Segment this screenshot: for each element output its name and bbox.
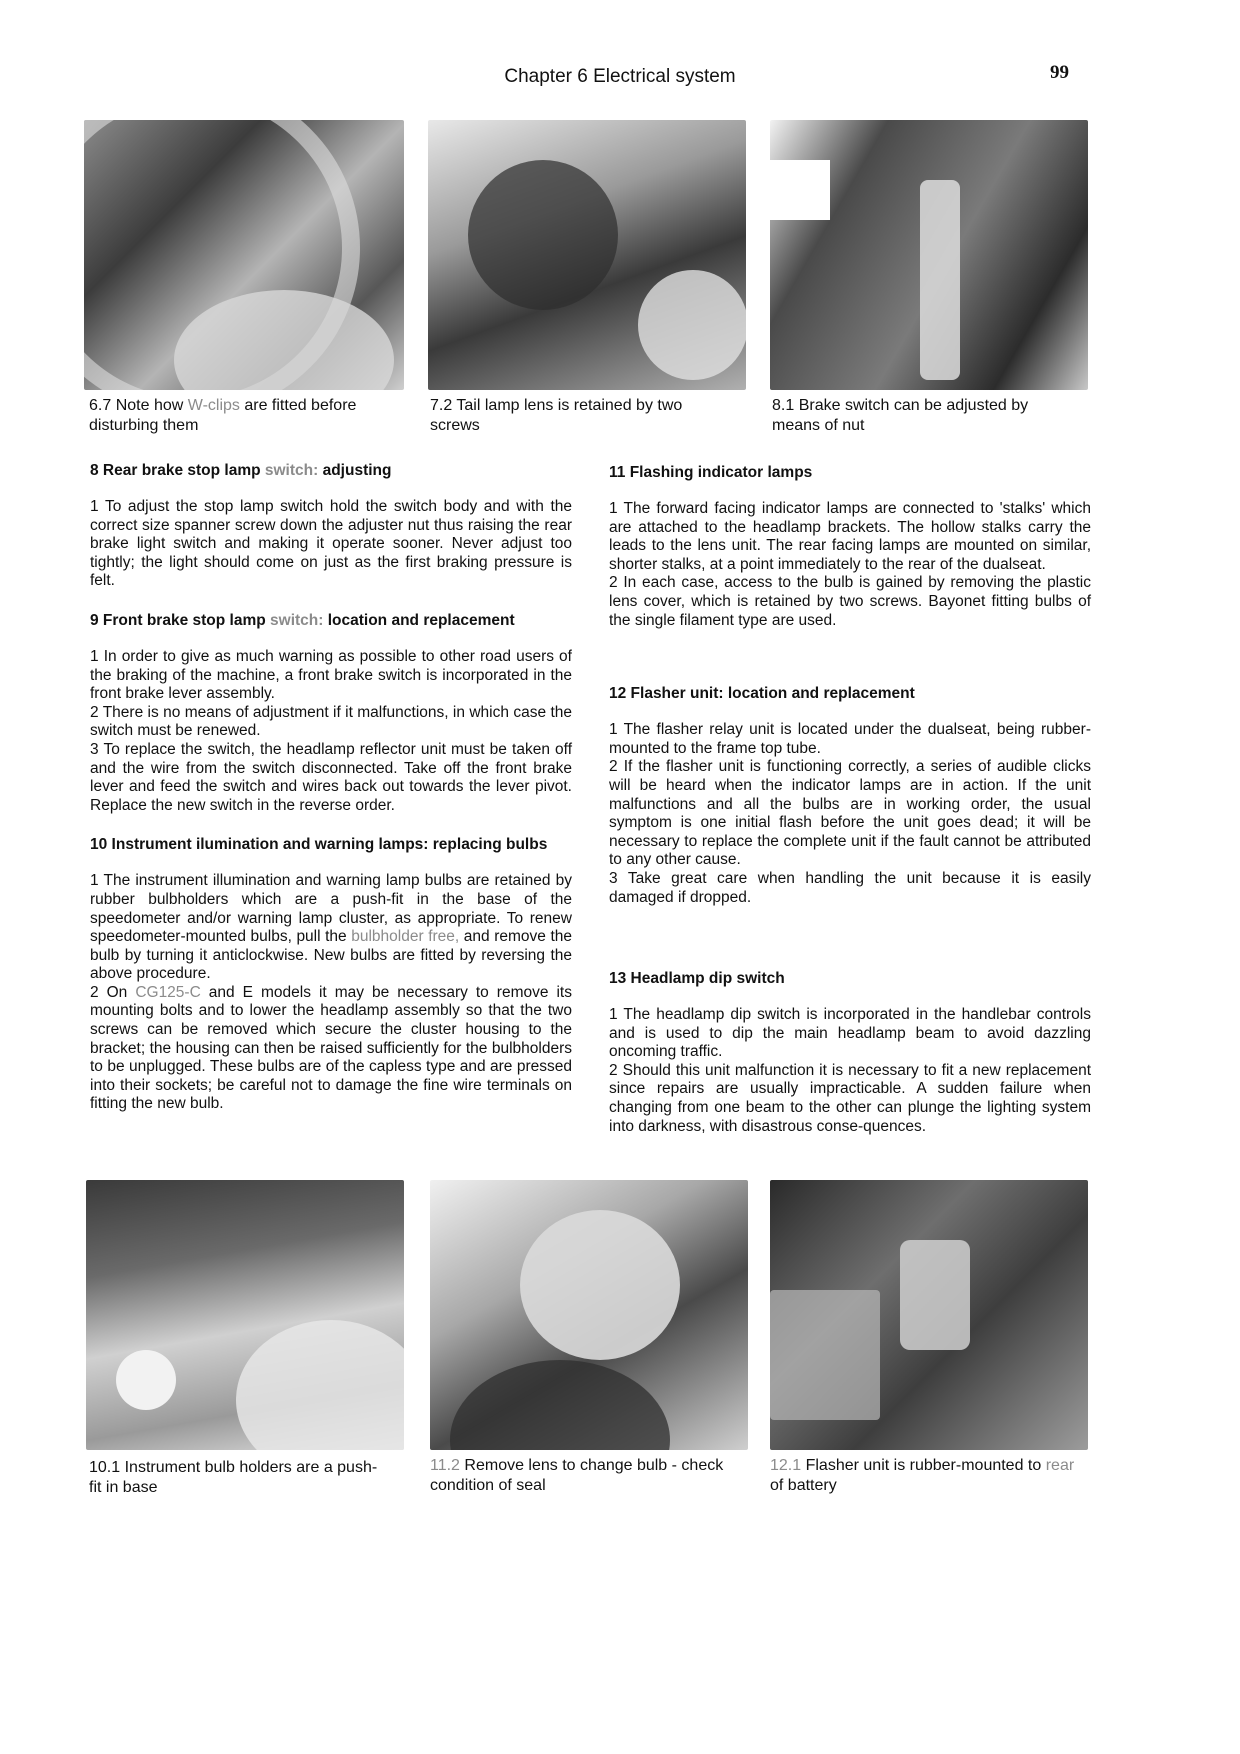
paragraph: 2 Should this unit malfunction it is necessary to fit a new replacement since repairs are usually impracticable. A sudden failure when changing from one beam to the other can plunge the lighting system into darkness, with disastrous conse-quences. (609, 1061, 1091, 1135)
paragraph: 1 The flasher relay unit is located under the dualseat, being rubber-mounted to the frame top tube. (609, 721, 1091, 757)
photo-8-1 (770, 120, 1088, 390)
caption-11-2: 11.2 Remove lens to change bulb - check condition of seal (430, 1457, 724, 1494)
chapter-header: Chapter 6 Electrical system (504, 66, 736, 87)
paragraph: 2 In each case, access to the bulb is gained by removing the plastic lens cover, which is retained by two screws. Bayonet fitting bulbs of the single filament type are used. (609, 574, 1091, 629)
paragraph: 1 The headlamp dip switch is incorporated in the handlebar controls and is used to dip the main headlamp beam to avoid dazzling oncoming traffic. (609, 1006, 1091, 1061)
heading-section-10: 10 Instrument ilumination and warning lamps: replacing bulbs (90, 836, 548, 854)
photo-10-1 (86, 1180, 404, 1450)
heading-section-8: 8 Rear brake stop lamp switch: adjusting (90, 462, 392, 479)
photo-7-2 (428, 120, 746, 390)
heading-section-9: 9 Front brake stop lamp switch: location and replacement (90, 611, 515, 629)
paragraph: 1 The forward facing indicator lamps are connected to 'stalks' which are attached to the headlamp brackets. The hollow stalks carry the leads to the lens unit. The rear facing lamps are mounted on similar, shorter stalks, at a point immediately to the rear of the dualseat. (609, 500, 1091, 573)
heading-section-11: 11 Flashing indicator lamps (609, 464, 813, 481)
heading-section-12: 12 Flasher unit: location and replacement (609, 685, 915, 703)
caption-12-1: 12.1 Flasher unit is rubber-mounted to rear of battery (770, 1457, 1075, 1494)
paragraph: 2 If the flasher unit is functioning correctly, a series of audible clicks will be heard when the indicator lamps are in action. If the unit malfunctions and all the bulbs are in working order, the usual symptom is one initial flash before the unit goes dead; it will be necessary to replace the complete unit if the fault cannot be attributed to any other cause. (609, 758, 1091, 869)
caption-8-1: 8.1 Brake switch can be adjusted by means of nut (772, 397, 1029, 434)
paragraph: 3 To replace the switch, the headlamp reflector unit must be taken off and the wire from the switch disconnected. Take off the front brake lever and feed the switch and wires back out towards the lever pivot. Replace the new switch in the reverse order. (90, 740, 572, 814)
paragraph: 1 In order to give as much warning as possible to other road users of the braking of the machine, a front brake switch is incorporated in the front brake lever assembly. (90, 647, 572, 703)
paragraph: 1 The instrument illumination and warning lamp bulbs are retained by rubber bulbholders which are a push-fit in the base of the speedometer and/or warning lamp cluster, as appropriate. To renew speedometer-mounted bulbs, pull the bulbholder free, and remove the bulb by turning it anticlockwise. New bulbs are fitted by reversing the above procedure. (90, 872, 572, 983)
caption-10-1: 10.1 Instrument bulb holders are a push-fit in base (89, 1459, 378, 1496)
paragraph: 3 Take great care when handling the unit because it is easily damaged if dropped. (609, 869, 1091, 906)
caption-6-7: 6.7 Note how W-clips are fitted before disturbing them (89, 397, 357, 434)
paragraph: 2 There is no means of adjustment if it malfunctions, in which case the switch must be renewed. (90, 703, 572, 740)
paragraph: 2 On CG125-C and E models it may be necessary to remove its mounting bolts and to lower the headlamp assembly so that the two screws can be removed which secure the cluster housing to the bracket; the housing can then be raised sufficiently for the bulbholders to be unplugged. These bulbs are of the capless type and are pressed into their sockets; be careful not to damage the fine wire terminals on fitting the new bulb. (90, 983, 572, 1113)
left-column (90, 461, 572, 1134)
photo-12-1 (770, 1180, 1088, 1450)
heading-section-13: 13 Headlamp dip switch (609, 970, 785, 988)
right-column (609, 463, 1091, 1156)
page-number: 99 (1050, 62, 1069, 83)
photo-11-2 (430, 1180, 748, 1450)
photo-6-7 (84, 120, 404, 390)
caption-7-2: 7.2 Tail lamp lens is retained by two screws (430, 397, 683, 434)
paragraph: 1 To adjust the stop lamp switch hold the switch body and with the correct size spanner screw down the adjuster nut thus raising the rear brake light switch and making it operate sooner. Never adjust too tightly; the light should come on just as the first braking pressure is felt. (90, 498, 572, 590)
